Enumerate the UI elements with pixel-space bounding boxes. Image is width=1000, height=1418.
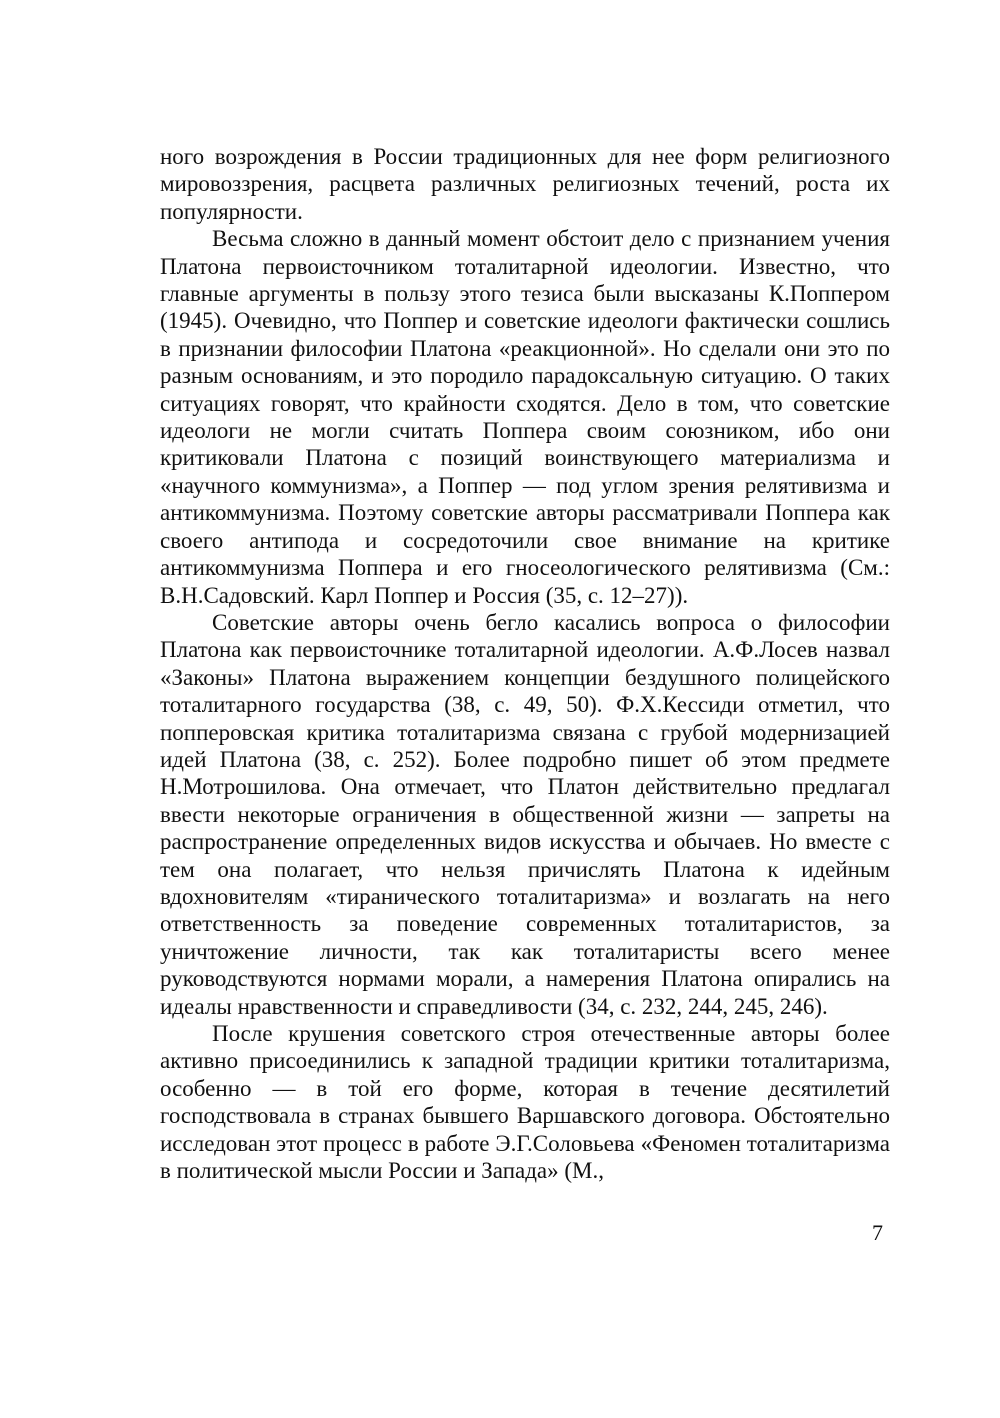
paragraph-continuation: ного возрождения в России традиционных для нее форм религиозного мировоззрения, расцвета различных религиозных течений, роста их популярности. [160, 144, 890, 224]
paragraph-soviet-authors: Советские авторы очень бегло касались вопроса о философии Платона как первоисточнике тоталитарной идеологии. А.Ф.Лосев назвал «Законы» Платона выражением концепции бездушного полицейского тоталитарного государства (38, с. 49, 50). Ф.Х.Кессиди отметил, что попперовская критика тоталитаризма связана с грубой модернизацией идей Платона (38, с. 252). Более подробно пишет об этом предмете Н.Мотрошилова. Она отмечает, что Платон действительно предлагал ввести некоторые ограничения в общественной жизни — запреты на распространение определенных видов искусства и обычаев. Но вместе с тем она полагает, что нельзя причислять Платона к идейным вдохновителям «тиранического тоталитаризма» и возлагать на него ответственность за поведение современных тоталитаристов, за уничтожение личности, так как тоталитаристы всего менее руководствуются нормами морали, а намерения Платона опирались на идеалы нравственности и справедливости (34, с. 232, 244, 245, 246). [160, 609, 890, 1019]
body-text [160, 143, 890, 1184]
page-number: 7 [872, 1220, 883, 1245]
paragraph-plato-totalitarianism: Весьма сложно в данный момент обстоит дело с признанием учения Платона первоисточником тоталитарной идеологии. Известно, что главные аргументы в пользу этого тезиса были высказаны К.Поппером (1945). Очевидно, что Поппер и советские идеологи фактически сошлись в признании философии Платона «реакционной». Но сделали они это по разным основаниям, и это породило парадоксальную ситуацию. О таких ситуациях говорят, что крайности сходятся. Дело в том, что советские идеологи не могли считать Поппера своим союзником, ибо они критиковали Платона с позиций воинствующего материализма и «научного коммунизма», а Поппер — под углом зрения релятивизма и антикоммунизма. Поэтому советские авторы рассматривали Поппера как своего антипода и сосредоточили свое внимание на критике антикоммунизма Поппера и его гносеологического релятивизма (См.: В.Н.Садовский. Карл Поппер и Россия (35, с. 12–27)). [160, 226, 890, 608]
paragraph-post-soviet: После крушения советского строя отечественные авторы более активно присоединились к западной традиции критики тоталитаризма, особенно — в той его форме, которая в течение десятилетий господствовала в странах бывшего Варшавского договора. Обстоятельно исследован этот процесс в работе Э.Г.Соловьева «Феномен тоталитаризма в политической мысли России и Запада» (М., [160, 1021, 890, 1184]
